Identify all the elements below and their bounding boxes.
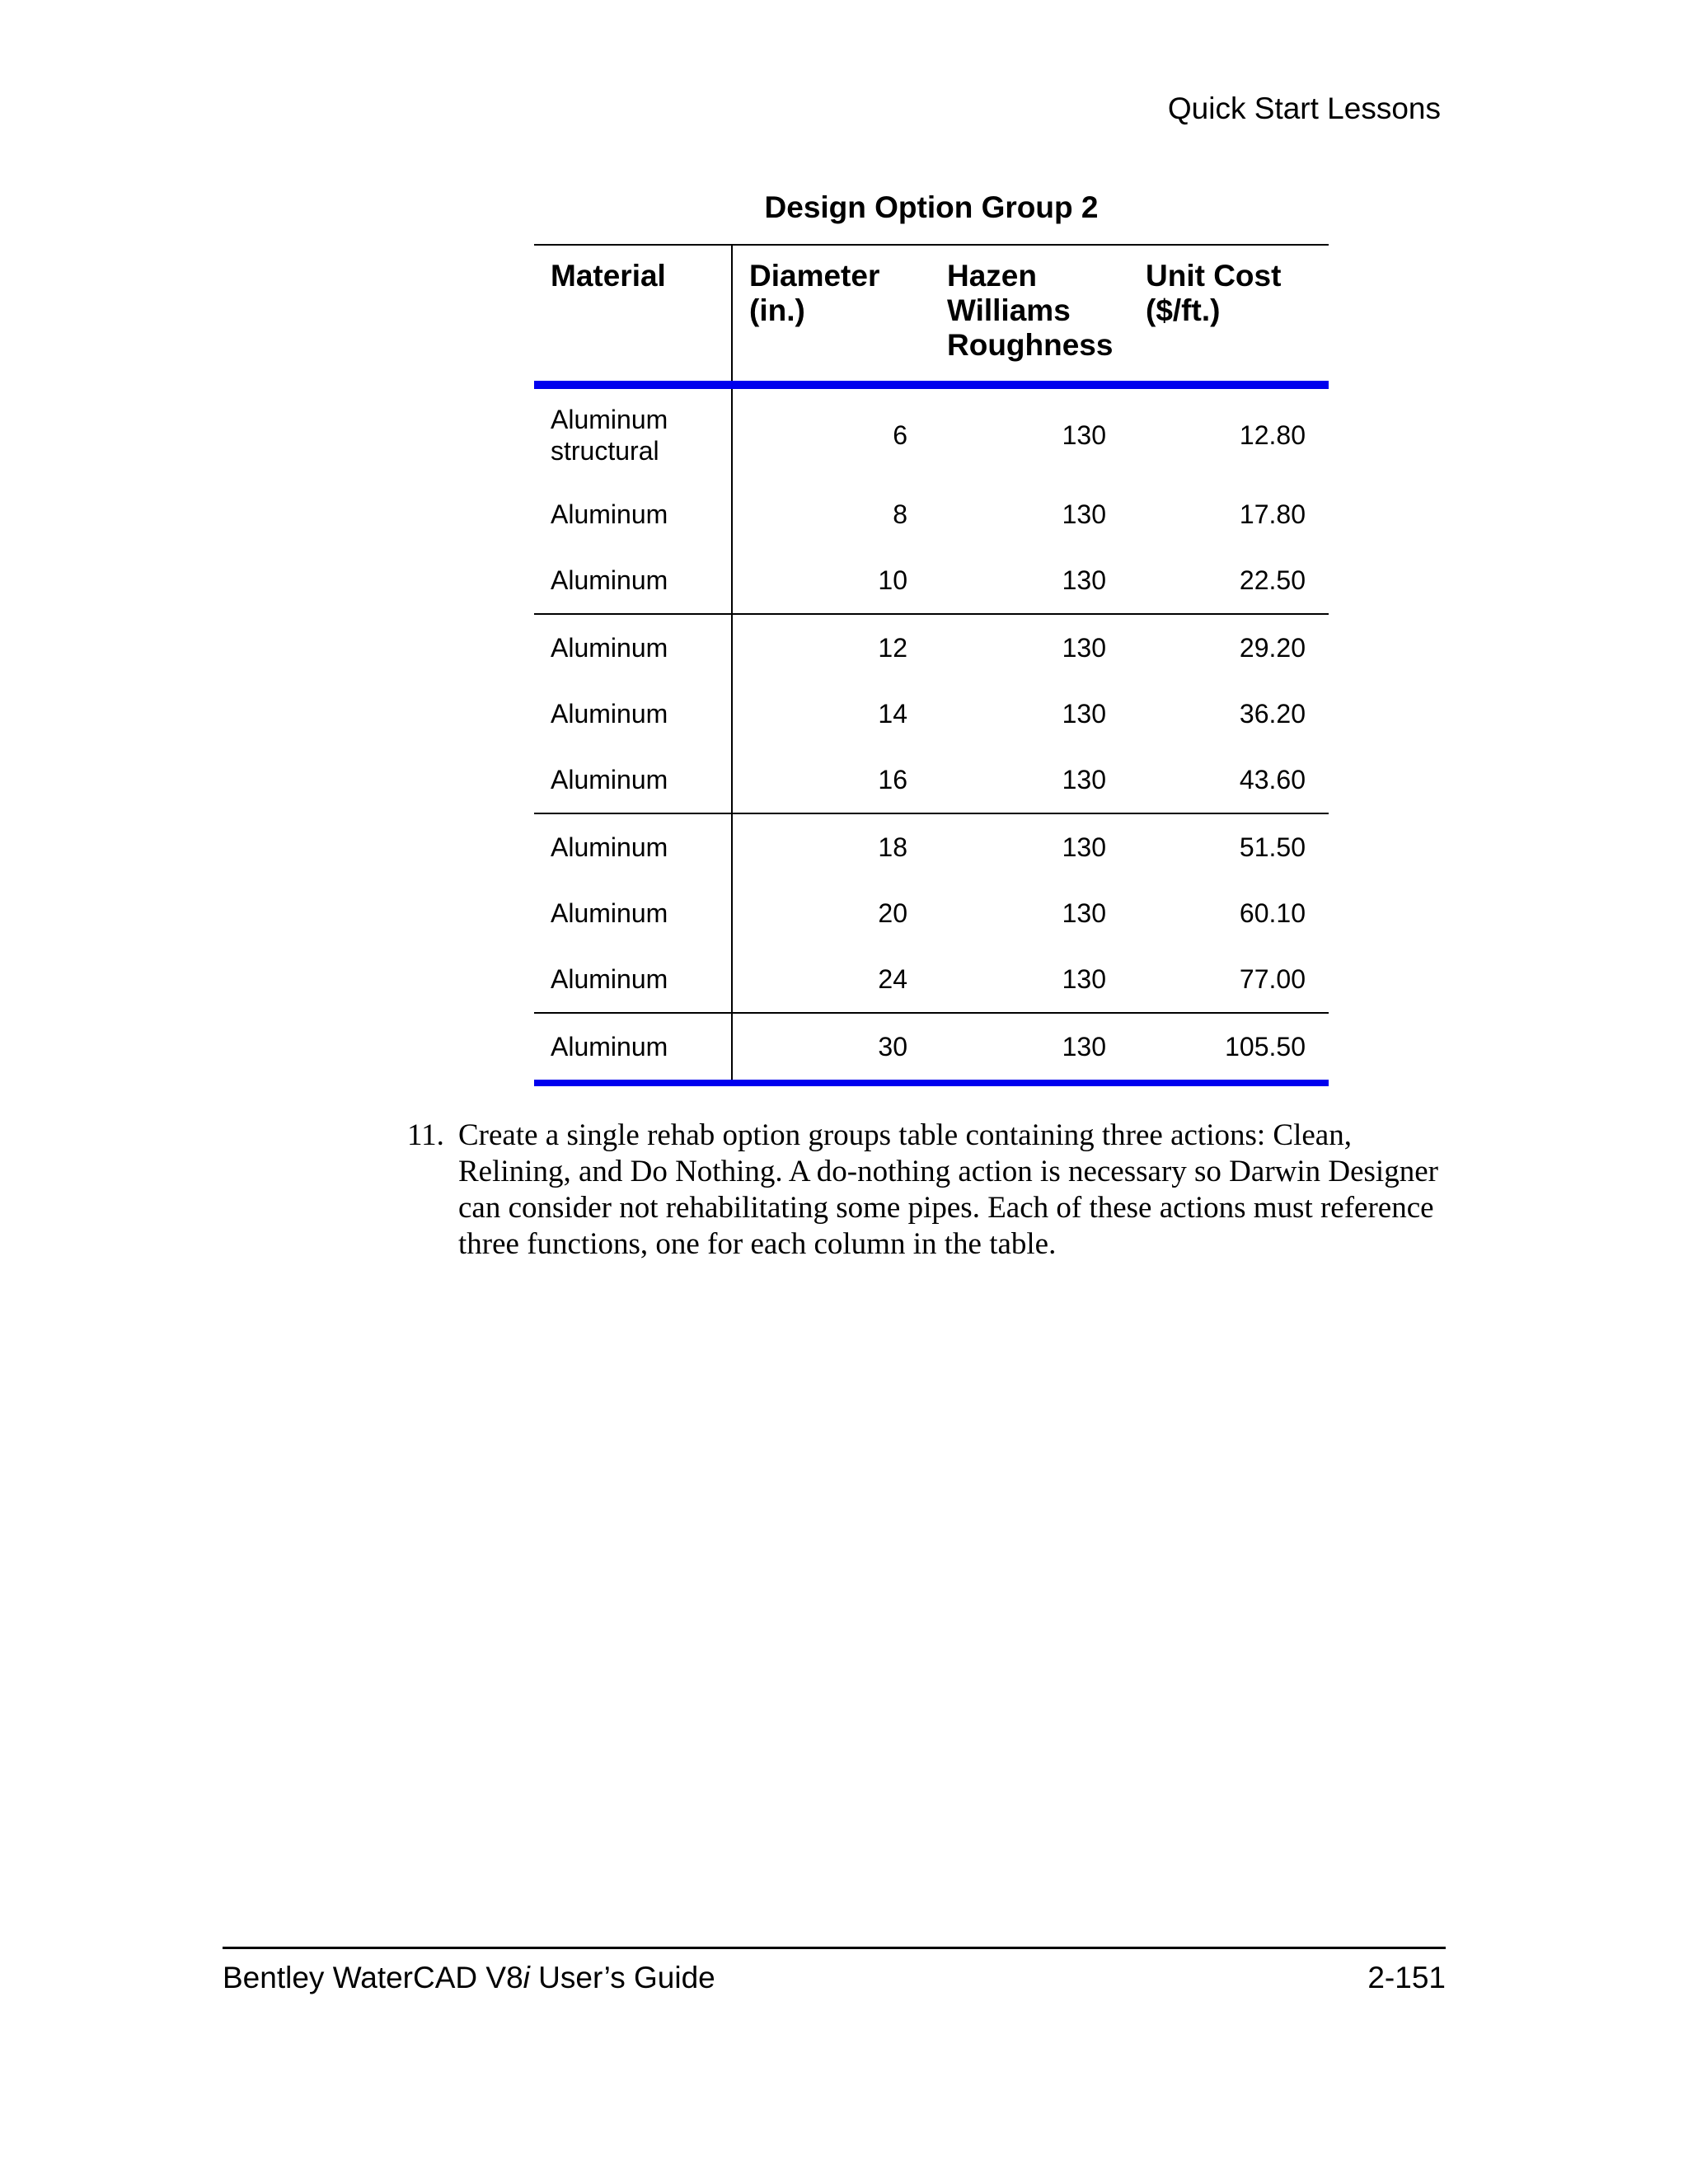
footer-title-part: User’s Guide — [529, 1961, 715, 1994]
roughness-cell: 130 — [931, 614, 1129, 681]
material-cell: Aluminum — [534, 1013, 732, 1083]
diameter-cell: 14 — [878, 699, 907, 729]
roughness-cell: 130 — [1062, 565, 1106, 595]
material-cell: Aluminum — [534, 747, 732, 813]
unit-cost-cell: 29.20 — [1129, 614, 1329, 681]
header-line: (in.) — [749, 293, 805, 327]
unit-cost-cell: 51.50 — [1129, 813, 1329, 880]
header-line: ($/ft.) — [1146, 293, 1221, 327]
diameter-cell: 30 — [732, 1013, 931, 1083]
table-row — [534, 681, 1329, 747]
table-row — [534, 813, 1329, 880]
numbered-step — [407, 1118, 1446, 1263]
diameter-cell: 24 — [878, 964, 907, 994]
footer-title — [223, 1958, 715, 1998]
header-line: Roughness — [947, 328, 1114, 362]
page-number: 2-151 — [1367, 1961, 1446, 1994]
unit-cost-cell: 36.20 — [1239, 699, 1306, 729]
step-number: 11. — [407, 1118, 444, 1152]
running-header: Quick Start Lessons — [1167, 91, 1441, 125]
roughness-cell: 130 — [1062, 420, 1106, 450]
design-option-table — [534, 244, 1329, 1086]
material-cell: Aluminum — [534, 547, 732, 614]
table-caption: Design Option Group 2 — [764, 190, 1099, 224]
table-row — [534, 1013, 1329, 1083]
diameter-cell: 16 — [878, 765, 907, 794]
header-line: Diameter — [749, 259, 880, 293]
diameter-cell: 18 — [732, 813, 931, 880]
unit-cost-cell: 43.60 — [1239, 765, 1306, 794]
column-header-roughness — [931, 245, 1129, 385]
material-cell: Aluminum — [534, 946, 732, 1013]
unit-cost-cell: 22.50 — [1239, 565, 1306, 595]
material-cell: Aluminum — [534, 813, 732, 880]
roughness-cell: 130 — [931, 813, 1129, 880]
roughness-cell: 130 — [1062, 499, 1106, 529]
roughness-cell: 130 — [931, 1013, 1129, 1083]
column-header-diameter — [732, 245, 931, 385]
header-line: Material — [551, 259, 666, 293]
roughness-cell: 130 — [1062, 964, 1106, 994]
table-row — [534, 747, 1329, 813]
table-row — [534, 946, 1329, 1013]
diameter-cell: 8 — [893, 499, 907, 529]
diameter-cell: 10 — [878, 565, 907, 595]
unit-cost-cell: 77.00 — [1239, 964, 1306, 994]
table-row — [534, 880, 1329, 946]
material-cell: Aluminum — [534, 681, 732, 747]
roughness-cell: 130 — [1062, 898, 1106, 928]
footer-title-part: Bentley WaterCAD V8 — [223, 1961, 523, 1994]
material-cell: Aluminum — [534, 481, 732, 547]
diameter-cell: 12 — [732, 614, 931, 681]
roughness-cell: 130 — [1062, 765, 1106, 794]
table-row — [534, 547, 1329, 614]
step-text: Create a single rehab option groups table containing three actions: Clean, Relining, and Do Nothing. A do-nothing action is necessary so Darwin Designer can consider not rehabilitating some pipes. Each of these actions must reference three functions, one for each column in the table. — [458, 1118, 1438, 1261]
material-line: Aluminum — [551, 405, 668, 434]
header-line: Unit Cost — [1146, 259, 1282, 293]
table-row — [534, 481, 1329, 547]
unit-cost-cell: 60.10 — [1239, 898, 1306, 928]
footer-divider — [223, 1947, 1446, 1949]
header-line: Hazen — [947, 259, 1037, 293]
unit-cost-cell: 12.80 — [1239, 420, 1306, 450]
unit-cost-cell: 17.80 — [1239, 499, 1306, 529]
material-line: structural — [551, 436, 659, 466]
table-row — [534, 385, 1329, 481]
material-cell: Aluminum — [534, 880, 732, 946]
diameter-cell: 20 — [878, 898, 907, 928]
material-cell — [534, 385, 732, 481]
roughness-cell: 130 — [1062, 699, 1106, 729]
table-row — [534, 614, 1329, 681]
unit-cost-cell: 105.50 — [1129, 1013, 1329, 1083]
header-line: Williams — [947, 293, 1071, 327]
material-cell: Aluminum — [534, 614, 732, 681]
column-header-material — [534, 245, 732, 385]
footer-title-italic: i — [523, 1961, 530, 1994]
column-header-unit-cost — [1129, 245, 1329, 385]
diameter-cell: 6 — [893, 420, 907, 450]
table-header-row — [534, 245, 1329, 385]
